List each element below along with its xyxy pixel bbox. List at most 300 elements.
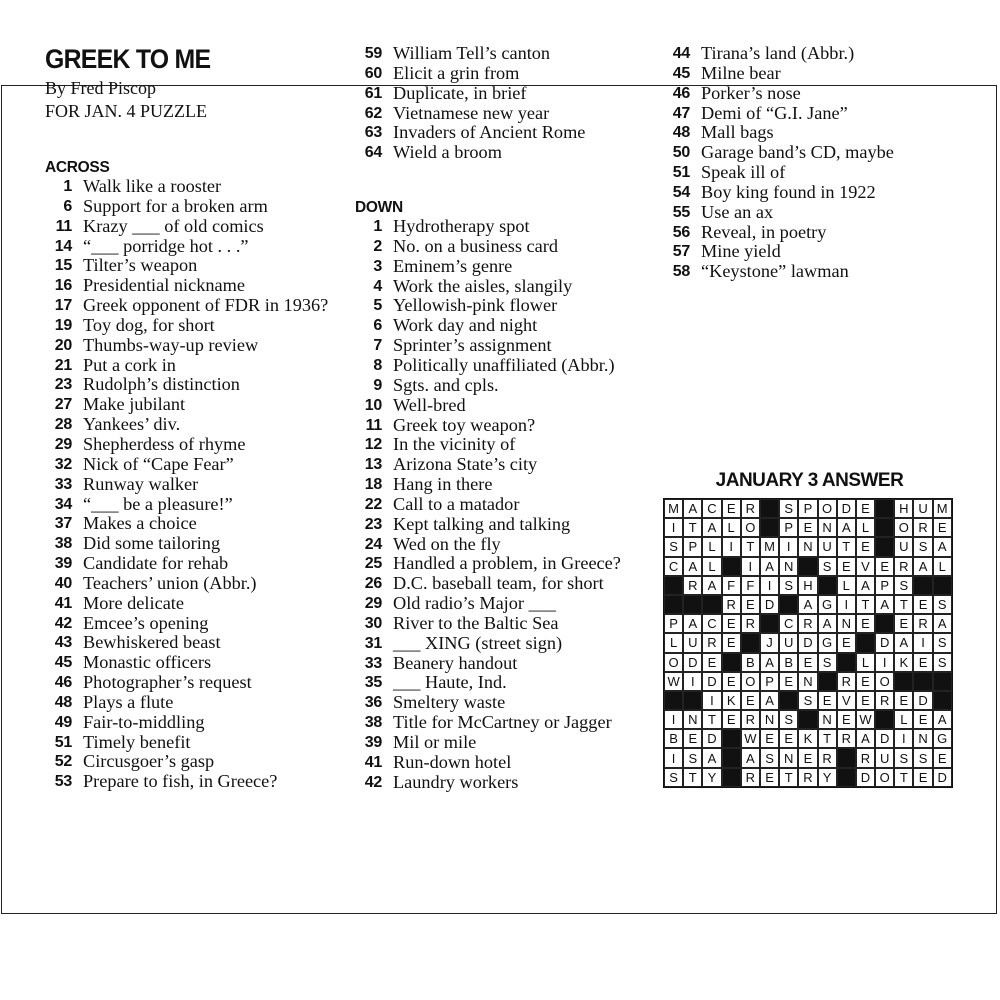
grid-letter-cell: T — [702, 710, 721, 729]
clue-number: 21 — [54, 356, 72, 374]
grid-black-square — [722, 557, 741, 576]
grid-letter-cell: A — [760, 557, 779, 576]
clue-text: Speak ill of — [701, 162, 786, 183]
clue-text: Thumbs-way-up review — [83, 334, 259, 355]
clue-text: Smeltery waste — [393, 692, 506, 713]
clue-number: 38 — [54, 535, 72, 553]
clue-number: 45 — [54, 654, 72, 672]
clue-number: 23 — [54, 376, 72, 394]
grid-letter-cell: E — [933, 748, 952, 767]
grid-black-square — [875, 518, 894, 537]
clue-number: 39 — [364, 734, 382, 751]
clue-number: 42 — [54, 614, 72, 632]
clue-text: Toy dog, for short — [83, 314, 215, 335]
grid-letter-cell: S — [798, 691, 817, 710]
clue-number: 52 — [54, 753, 72, 771]
grid-letter-cell: A — [741, 748, 760, 767]
grid-black-square — [798, 557, 817, 576]
grid-letter-cell: D — [760, 595, 779, 614]
grid-black-square — [760, 499, 779, 518]
grid-letter-cell: I — [894, 729, 913, 748]
grid-letter-cell: M — [933, 499, 952, 518]
grid-letter-cell: I — [664, 710, 683, 729]
across-clue — [45, 395, 335, 415]
across-clue — [45, 514, 335, 534]
grid-letter-cell: W — [856, 710, 875, 729]
clue-number: 64 — [364, 144, 382, 162]
clue-number: 1 — [373, 218, 382, 236]
clue-text: Old radio’s Major ___ — [393, 593, 556, 614]
grid-letter-cell: S — [818, 557, 837, 576]
down-clue — [663, 104, 963, 124]
down-clue — [355, 673, 655, 693]
grid-letter-cell: A — [856, 729, 875, 748]
grid-letter-cell: E — [933, 518, 952, 537]
clue-text: Circusgoer’s gasp — [83, 751, 215, 772]
grid-letter-cell: O — [894, 518, 913, 537]
grid-letter-cell: E — [837, 557, 856, 576]
grid-letter-cell: R — [741, 499, 760, 518]
grid-letter-cell: B — [741, 653, 760, 672]
grid-letter-cell: U — [894, 537, 913, 556]
clue-text: More delicate — [83, 592, 185, 613]
clue-text: “Keystone” lawman — [701, 261, 849, 282]
grid-letter-cell: E — [856, 614, 875, 633]
clue-text: Hydrotherapy spot — [393, 216, 530, 237]
grid-black-square — [683, 691, 702, 710]
grid-letter-cell: A — [683, 614, 702, 633]
grid-letter-cell: I — [702, 691, 721, 710]
grid-black-square — [798, 710, 817, 729]
grid-black-square — [664, 691, 683, 710]
grid-letter-cell: E — [856, 499, 875, 518]
clue-number: 51 — [54, 733, 72, 751]
grid-letter-cell: T — [683, 768, 702, 787]
grid-letter-cell: D — [702, 729, 721, 748]
down-clue — [355, 535, 655, 555]
clue-number: 41 — [364, 753, 382, 771]
clue-number: 33 — [364, 654, 382, 672]
clue-text: Bewhiskered beast — [83, 632, 221, 653]
clue-text: Eminem’s genre — [393, 255, 513, 276]
down-clue — [355, 753, 655, 773]
grid-letter-cell: E — [913, 710, 932, 729]
grid-letter-cell: I — [683, 672, 702, 691]
down-clue — [355, 515, 655, 535]
across-clue — [45, 633, 335, 653]
down-clue — [663, 143, 963, 163]
grid-letter-cell: A — [683, 499, 702, 518]
grid-letter-cell: W — [741, 729, 760, 748]
clue-number: 32 — [54, 455, 72, 473]
grid-letter-cell: T — [818, 729, 837, 748]
grid-letter-cell: E — [894, 691, 913, 710]
down-clue — [355, 554, 655, 574]
clue-text: Wield a broom — [393, 142, 502, 163]
grid-black-square — [664, 595, 683, 614]
clue-number: 27 — [54, 396, 72, 414]
clue-number: 43 — [54, 634, 72, 652]
grid-letter-cell: O — [741, 672, 760, 691]
clue-number: 7 — [373, 337, 382, 355]
clue-number: 45 — [672, 64, 690, 82]
down-clue — [355, 773, 655, 793]
clue-text: Hang in there — [393, 474, 493, 495]
grid-letter-cell: A — [760, 653, 779, 672]
clue-number: 2 — [373, 237, 382, 255]
grid-letter-cell: M — [760, 537, 779, 556]
across-clue — [45, 594, 335, 614]
across-clue — [45, 455, 335, 475]
clue-number: 39 — [54, 555, 72, 573]
grid-letter-cell: A — [913, 557, 932, 576]
clue-text: Fair-to-middling — [83, 711, 205, 732]
grid-letter-cell: S — [760, 748, 779, 767]
grid-letter-cell: O — [818, 499, 837, 518]
grid-letter-cell: D — [798, 633, 817, 652]
grid-letter-cell: S — [913, 748, 932, 767]
grid-letter-cell: T — [894, 768, 913, 787]
column-middle — [355, 44, 655, 793]
grid-letter-cell: R — [798, 768, 817, 787]
down-clue — [663, 123, 963, 143]
grid-letter-cell: N — [683, 710, 702, 729]
grid-letter-cell: I — [913, 633, 932, 652]
puzzle-title: GREEK TO ME — [45, 44, 211, 74]
grid-letter-cell: N — [779, 557, 798, 576]
clue-text: Support for a broken arm — [83, 195, 268, 216]
grid-letter-cell: E — [913, 653, 932, 672]
clue-number: 20 — [54, 336, 72, 354]
clue-number: 26 — [364, 575, 382, 593]
grid-letter-cell: S — [779, 576, 798, 595]
grid-letter-cell: R — [798, 614, 817, 633]
across-clue-list-continued — [355, 44, 655, 163]
grid-letter-cell: A — [760, 691, 779, 710]
across-clue — [45, 673, 335, 693]
grid-letter-cell: C — [702, 614, 721, 633]
down-clue — [355, 336, 655, 356]
grid-black-square — [856, 633, 875, 652]
down-clue — [663, 84, 963, 104]
grid-black-square — [837, 653, 856, 672]
grid-black-square — [933, 691, 952, 710]
clue-number: 9 — [373, 376, 382, 394]
grid-letter-cell: L — [894, 710, 913, 729]
grid-letter-cell: V — [856, 557, 875, 576]
grid-letter-cell: E — [798, 653, 817, 672]
grid-letter-cell: R — [683, 576, 702, 595]
across-clue — [45, 415, 335, 435]
clue-text: Milne bear — [701, 62, 781, 83]
grid-letter-cell: A — [702, 518, 721, 537]
grid-letter-cell: O — [875, 672, 894, 691]
grid-letter-cell: R — [741, 768, 760, 787]
down-clue — [355, 475, 655, 495]
clue-number: 54 — [672, 183, 690, 201]
down-clue — [663, 242, 963, 262]
grid-letter-cell: N — [779, 748, 798, 767]
clue-text: Invaders of Ancient Rome — [393, 122, 586, 143]
across-clue — [355, 44, 655, 64]
clue-number: 50 — [672, 144, 690, 162]
across-clue — [45, 554, 335, 574]
down-clue — [355, 713, 655, 733]
across-clue — [45, 713, 335, 733]
grid-letter-cell: I — [779, 537, 798, 556]
clue-text: Handled a problem, in Greece? — [393, 553, 621, 574]
grid-black-square — [875, 499, 894, 518]
grid-letter-cell: K — [722, 691, 741, 710]
grid-letter-cell: R — [722, 595, 741, 614]
grid-black-square — [837, 748, 856, 767]
across-clue — [45, 752, 335, 772]
clue-text: Mil or mile — [393, 732, 477, 752]
grid-letter-cell: T — [837, 537, 856, 556]
grid-letter-cell: E — [779, 729, 798, 748]
grid-letter-cell: S — [664, 537, 683, 556]
grid-black-square — [702, 595, 721, 614]
grid-letter-cell: P — [779, 518, 798, 537]
clue-text: D.C. baseball team, for short — [393, 573, 604, 594]
grid-letter-cell: L — [722, 518, 741, 537]
clue-text: Greek toy weapon? — [393, 414, 536, 435]
grid-letter-cell: E — [760, 768, 779, 787]
down-clue — [355, 237, 655, 257]
grid-letter-cell: L — [702, 557, 721, 576]
clue-text: Plays a flute — [83, 691, 174, 712]
grid-letter-cell: J — [760, 633, 779, 652]
across-clue-list — [45, 177, 335, 792]
grid-letter-cell: P — [798, 499, 817, 518]
clue-number: 56 — [672, 223, 690, 241]
grid-letter-cell: Y — [702, 768, 721, 787]
down-clue — [355, 693, 655, 713]
clue-number: 25 — [364, 555, 382, 573]
clue-text: “___ be a pleasure!” — [83, 493, 233, 514]
clue-text: Porker’s nose — [701, 82, 801, 103]
clue-text: Title for McCartney or Jagger — [393, 712, 612, 733]
grid-letter-cell: N — [837, 614, 856, 633]
clue-text: Teachers’ union (Abbr.) — [83, 572, 257, 593]
grid-letter-cell: N — [798, 537, 817, 556]
clue-text: Beanery handout — [393, 652, 518, 673]
grid-letter-cell: A — [798, 595, 817, 614]
grid-letter-cell: D — [875, 633, 894, 652]
down-clue — [355, 733, 655, 753]
grid-black-square — [741, 633, 760, 652]
grid-letter-cell: F — [722, 576, 741, 595]
clue-number: 17 — [54, 297, 72, 315]
grid-letter-cell: U — [913, 499, 932, 518]
clue-number: 62 — [364, 104, 382, 122]
across-clue — [45, 197, 335, 217]
down-clue-list-continued — [663, 44, 963, 282]
grid-letter-cell: C — [702, 499, 721, 518]
across-clue — [45, 653, 335, 673]
clue-text: Work the aisles, slangily — [393, 275, 573, 296]
grid-letter-cell: T — [683, 518, 702, 537]
clue-number: 37 — [54, 515, 72, 533]
grid-letter-cell: O — [875, 768, 894, 787]
grid-letter-cell: P — [760, 672, 779, 691]
grid-letter-cell: C — [664, 557, 683, 576]
clue-text: Laundry workers — [393, 771, 519, 792]
grid-letter-cell: A — [683, 557, 702, 576]
grid-letter-cell: T — [894, 595, 913, 614]
down-clue — [355, 594, 655, 614]
grid-black-square — [818, 576, 837, 595]
clue-number: 24 — [364, 535, 382, 553]
grid-letter-cell: L — [664, 633, 683, 652]
across-clue — [45, 237, 335, 257]
grid-black-square — [683, 595, 702, 614]
grid-letter-cell: G — [818, 633, 837, 652]
down-clue — [355, 435, 655, 455]
grid-letter-cell: E — [702, 653, 721, 672]
grid-letter-cell: S — [779, 499, 798, 518]
clue-number: 49 — [54, 713, 72, 731]
grid-letter-cell: E — [722, 672, 741, 691]
grid-letter-cell: K — [894, 653, 913, 672]
grid-letter-cell: D — [856, 768, 875, 787]
clue-number: 55 — [672, 203, 690, 221]
down-clue — [663, 44, 963, 64]
clue-text: Mine yield — [701, 241, 781, 262]
clue-text: Tirana’s land (Abbr.) — [701, 43, 855, 63]
clue-number: 31 — [364, 634, 382, 652]
clue-number: 16 — [54, 277, 72, 295]
answer-grid-title: JANUARY 3 ANSWER — [715, 470, 904, 491]
down-clue — [355, 495, 655, 515]
grid-letter-cell: D — [875, 729, 894, 748]
clue-text: Use an ax — [701, 201, 774, 222]
down-clue — [355, 396, 655, 416]
across-clue — [355, 123, 655, 143]
grid-letter-cell: D — [702, 672, 721, 691]
clue-number: 1 — [63, 178, 72, 195]
grid-letter-cell: T — [856, 595, 875, 614]
down-clue — [663, 64, 963, 84]
clue-text: Candidate for rehab — [83, 553, 229, 574]
grid-letter-cell: O — [741, 518, 760, 537]
clue-text: Sprinter’s assignment — [393, 335, 552, 356]
grid-black-square — [722, 768, 741, 787]
clue-text: No. on a business card — [393, 235, 559, 256]
clue-number: 48 — [54, 693, 72, 711]
grid-letter-cell: I — [722, 537, 741, 556]
across-clue — [45, 435, 335, 455]
column-right — [663, 44, 963, 282]
grid-letter-cell: A — [875, 595, 894, 614]
grid-letter-cell: U — [875, 748, 894, 767]
clue-text: Rudolph’s distinction — [83, 374, 240, 395]
grid-letter-cell: I — [875, 653, 894, 672]
clue-text: Well-bred — [393, 394, 466, 415]
across-clue — [45, 534, 335, 554]
grid-letter-cell: L — [856, 653, 875, 672]
clue-text: Sgts. and cpls. — [393, 374, 499, 395]
grid-letter-cell: S — [933, 595, 952, 614]
down-clue — [663, 262, 963, 282]
clue-text: Garage band’s CD, maybe — [701, 142, 894, 163]
clue-number: 36 — [364, 694, 382, 712]
grid-letter-cell: D — [913, 691, 932, 710]
clue-number: 57 — [672, 243, 690, 261]
down-heading: DOWN — [355, 199, 403, 217]
grid-letter-cell: I — [664, 748, 683, 767]
grid-letter-cell: R — [913, 614, 932, 633]
down-clue — [355, 217, 655, 237]
clue-text: William Tell’s canton — [393, 43, 551, 63]
grid-black-square — [664, 576, 683, 595]
clue-number: 23 — [364, 515, 382, 533]
grid-letter-cell: A — [933, 537, 952, 556]
grid-letter-cell: S — [779, 710, 798, 729]
grid-letter-cell: F — [741, 576, 760, 595]
grid-letter-cell: E — [798, 518, 817, 537]
down-clue — [663, 203, 963, 223]
down-clue — [355, 376, 655, 396]
down-clue — [355, 257, 655, 277]
grid-letter-cell: G — [933, 729, 952, 748]
across-clue — [45, 296, 335, 316]
grid-black-square — [779, 691, 798, 710]
grid-black-square — [779, 595, 798, 614]
grid-letter-cell: A — [894, 633, 913, 652]
grid-letter-cell: I — [664, 518, 683, 537]
clue-number: 46 — [672, 84, 690, 102]
grid-letter-cell: T — [779, 768, 798, 787]
down-clue-list — [355, 217, 655, 792]
grid-letter-cell: L — [933, 557, 952, 576]
grid-letter-cell: B — [664, 729, 683, 748]
clue-text: Photographer’s request — [83, 672, 252, 693]
grid-letter-cell: E — [837, 710, 856, 729]
clue-text: Yellowish-pink flower — [393, 295, 558, 316]
grid-letter-cell: E — [913, 595, 932, 614]
clue-text: Greek opponent of FDR in 1936? — [83, 295, 329, 316]
clue-text: Vietnamese new year — [393, 102, 550, 123]
grid-letter-cell: E — [722, 499, 741, 518]
grid-letter-cell: E — [856, 537, 875, 556]
clue-text: Shepherdess of rhyme — [83, 433, 246, 454]
grid-black-square — [818, 672, 837, 691]
clue-number: 15 — [54, 257, 72, 275]
grid-letter-cell: N — [818, 710, 837, 729]
clue-text: Tilter’s weapon — [83, 255, 198, 276]
grid-black-square — [837, 768, 856, 787]
grid-letter-cell: B — [779, 653, 798, 672]
clue-number: 53 — [54, 773, 72, 791]
clue-number: 29 — [364, 595, 382, 613]
clue-number: 38 — [364, 714, 382, 732]
clue-number: 58 — [672, 263, 690, 281]
across-clue — [45, 356, 335, 376]
clue-number: 5 — [373, 297, 382, 315]
grid-letter-cell: E — [894, 614, 913, 633]
down-clue — [355, 455, 655, 475]
grid-letter-cell: A — [933, 710, 952, 729]
grid-letter-cell: L — [702, 537, 721, 556]
down-clue — [355, 614, 655, 634]
grid-letter-cell: L — [837, 576, 856, 595]
grid-letter-cell: U — [779, 633, 798, 652]
across-clue — [355, 84, 655, 104]
clue-number: 42 — [364, 773, 382, 791]
clue-text: Presidential nickname — [83, 275, 245, 296]
across-clue — [355, 64, 655, 84]
